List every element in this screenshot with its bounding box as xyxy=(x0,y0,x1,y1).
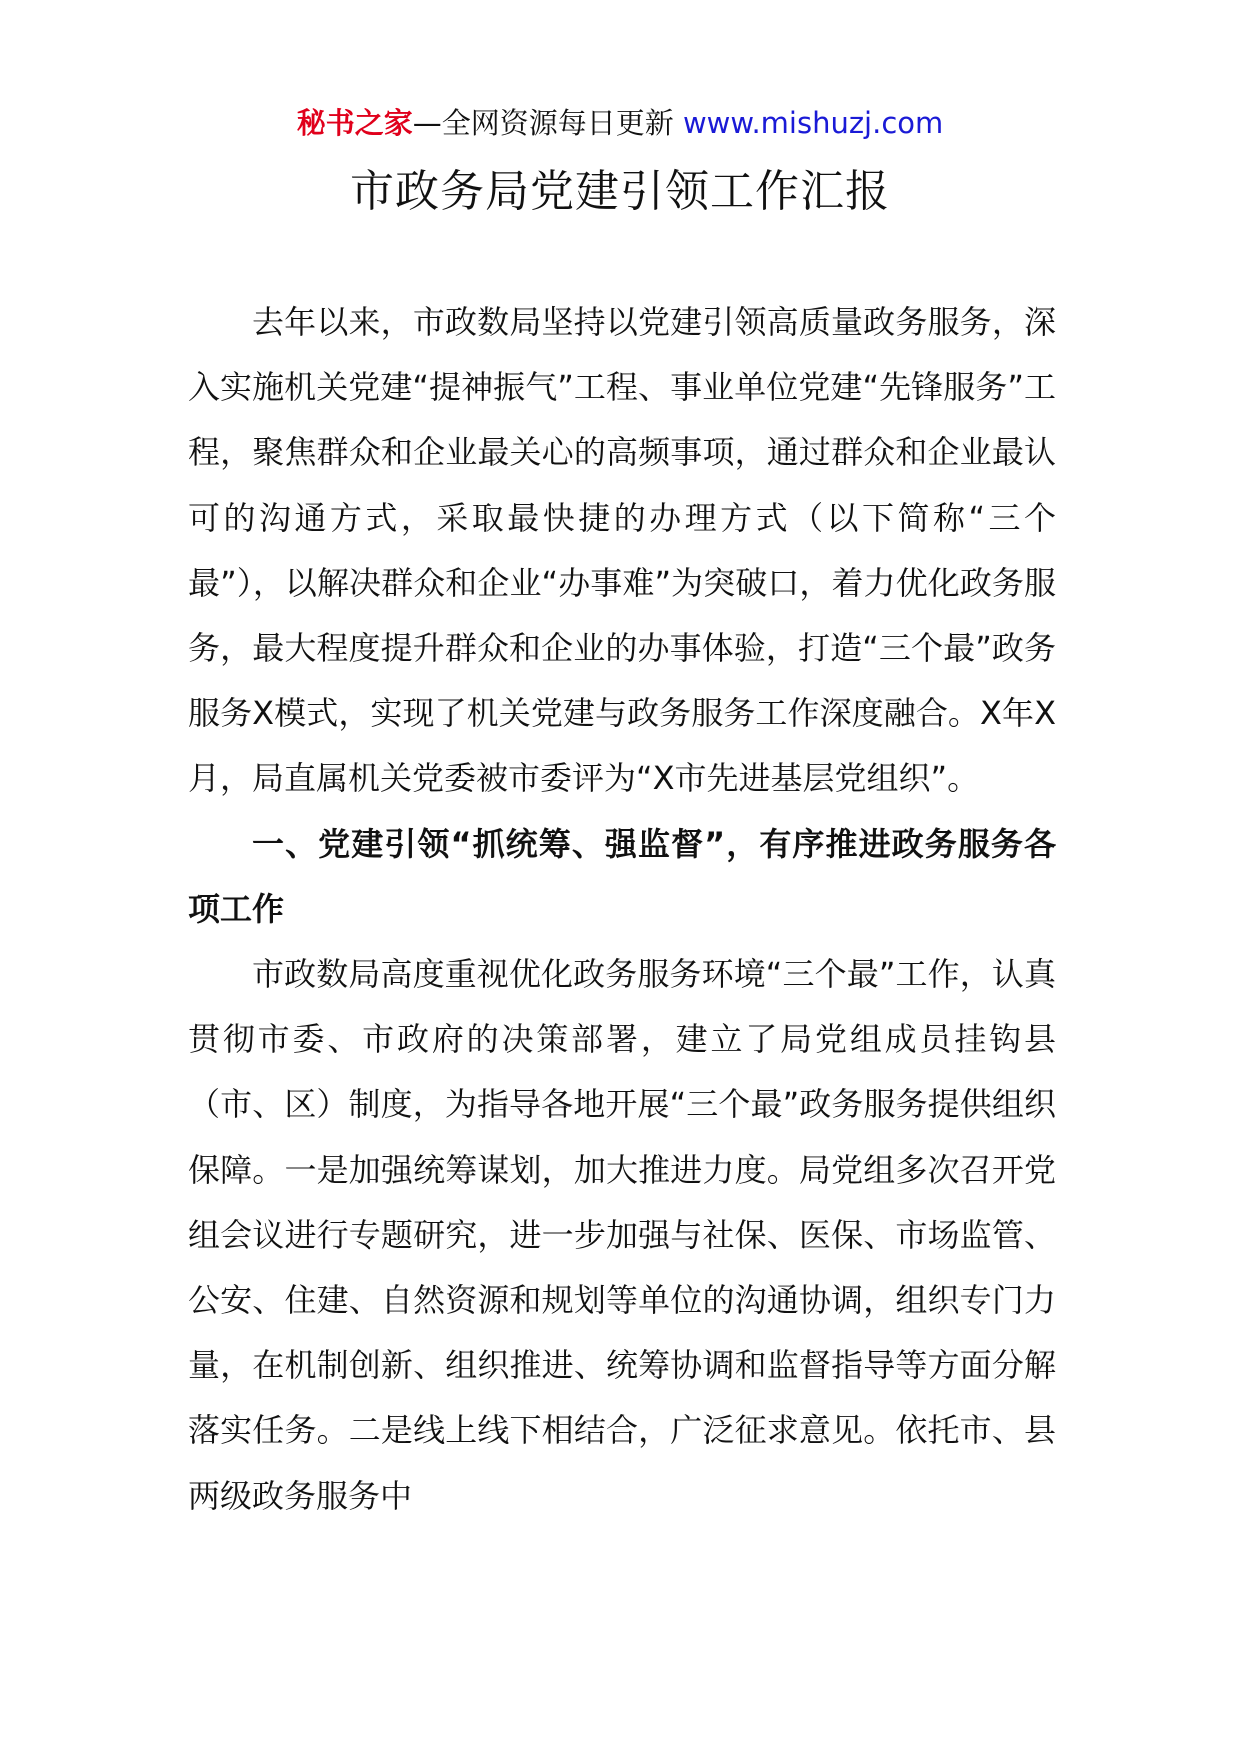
site-slogan: —全网资源每日更新 xyxy=(412,106,683,140)
section-1-paragraph: 市政数局高度重视优化政务服务环境“三个最”工作，认真贯彻市委、市政府的决策部署，建立了局党组成员挂钩县（市、区）制度，为指导各地开展“三个最”政务服务提供组织保障。一是加强统筹谋划，加大推进力度。局党组多次召开党组会议进行专题研究，进一步加强与社保、医保、市场监管、公安、住建、自然资源和规划等单位的沟通协调，组织专门力量，在机制创新、组织推进、统筹协调和监督指导等方面分解落实任务。二是线上线下相结合，广泛征求意见。依托市、县两级政务服务中 xyxy=(188,955,1056,1515)
intro-paragraph: 去年以来，市政数局坚持以党建引领高质量政务服务，深入实施机关党建“提神振气”工程、事业单位党建“先锋服务”工程，聚焦群众和企业最关心的高频事项，通过群众和企业最认可的沟通方式，采取最快捷的办理方式（以下简称“三个最”），以解决群众和企业“办事难”为突破口，着力优化政务服务，最大程度提升群众和企业的办事体验，打造“三个最”政务服务X模式，实现了机关党建与政务服务工作深度融合。X年X月，局直属机关党委被市委评为“X市先进基层党组织”。 xyxy=(188,303,1056,798)
site-brand: 秘书之家 xyxy=(296,106,413,140)
section-heading-1: 一、党建引领“抓统筹、强监督”，有序推进政务服务各项工作 xyxy=(188,824,1056,928)
document-body xyxy=(188,290,1056,1529)
site-header xyxy=(0,103,1240,143)
site-url-link[interactable]: www.mishuzj.com xyxy=(682,106,944,140)
document-title: 市政务局党建引领工作汇报 xyxy=(350,166,890,217)
